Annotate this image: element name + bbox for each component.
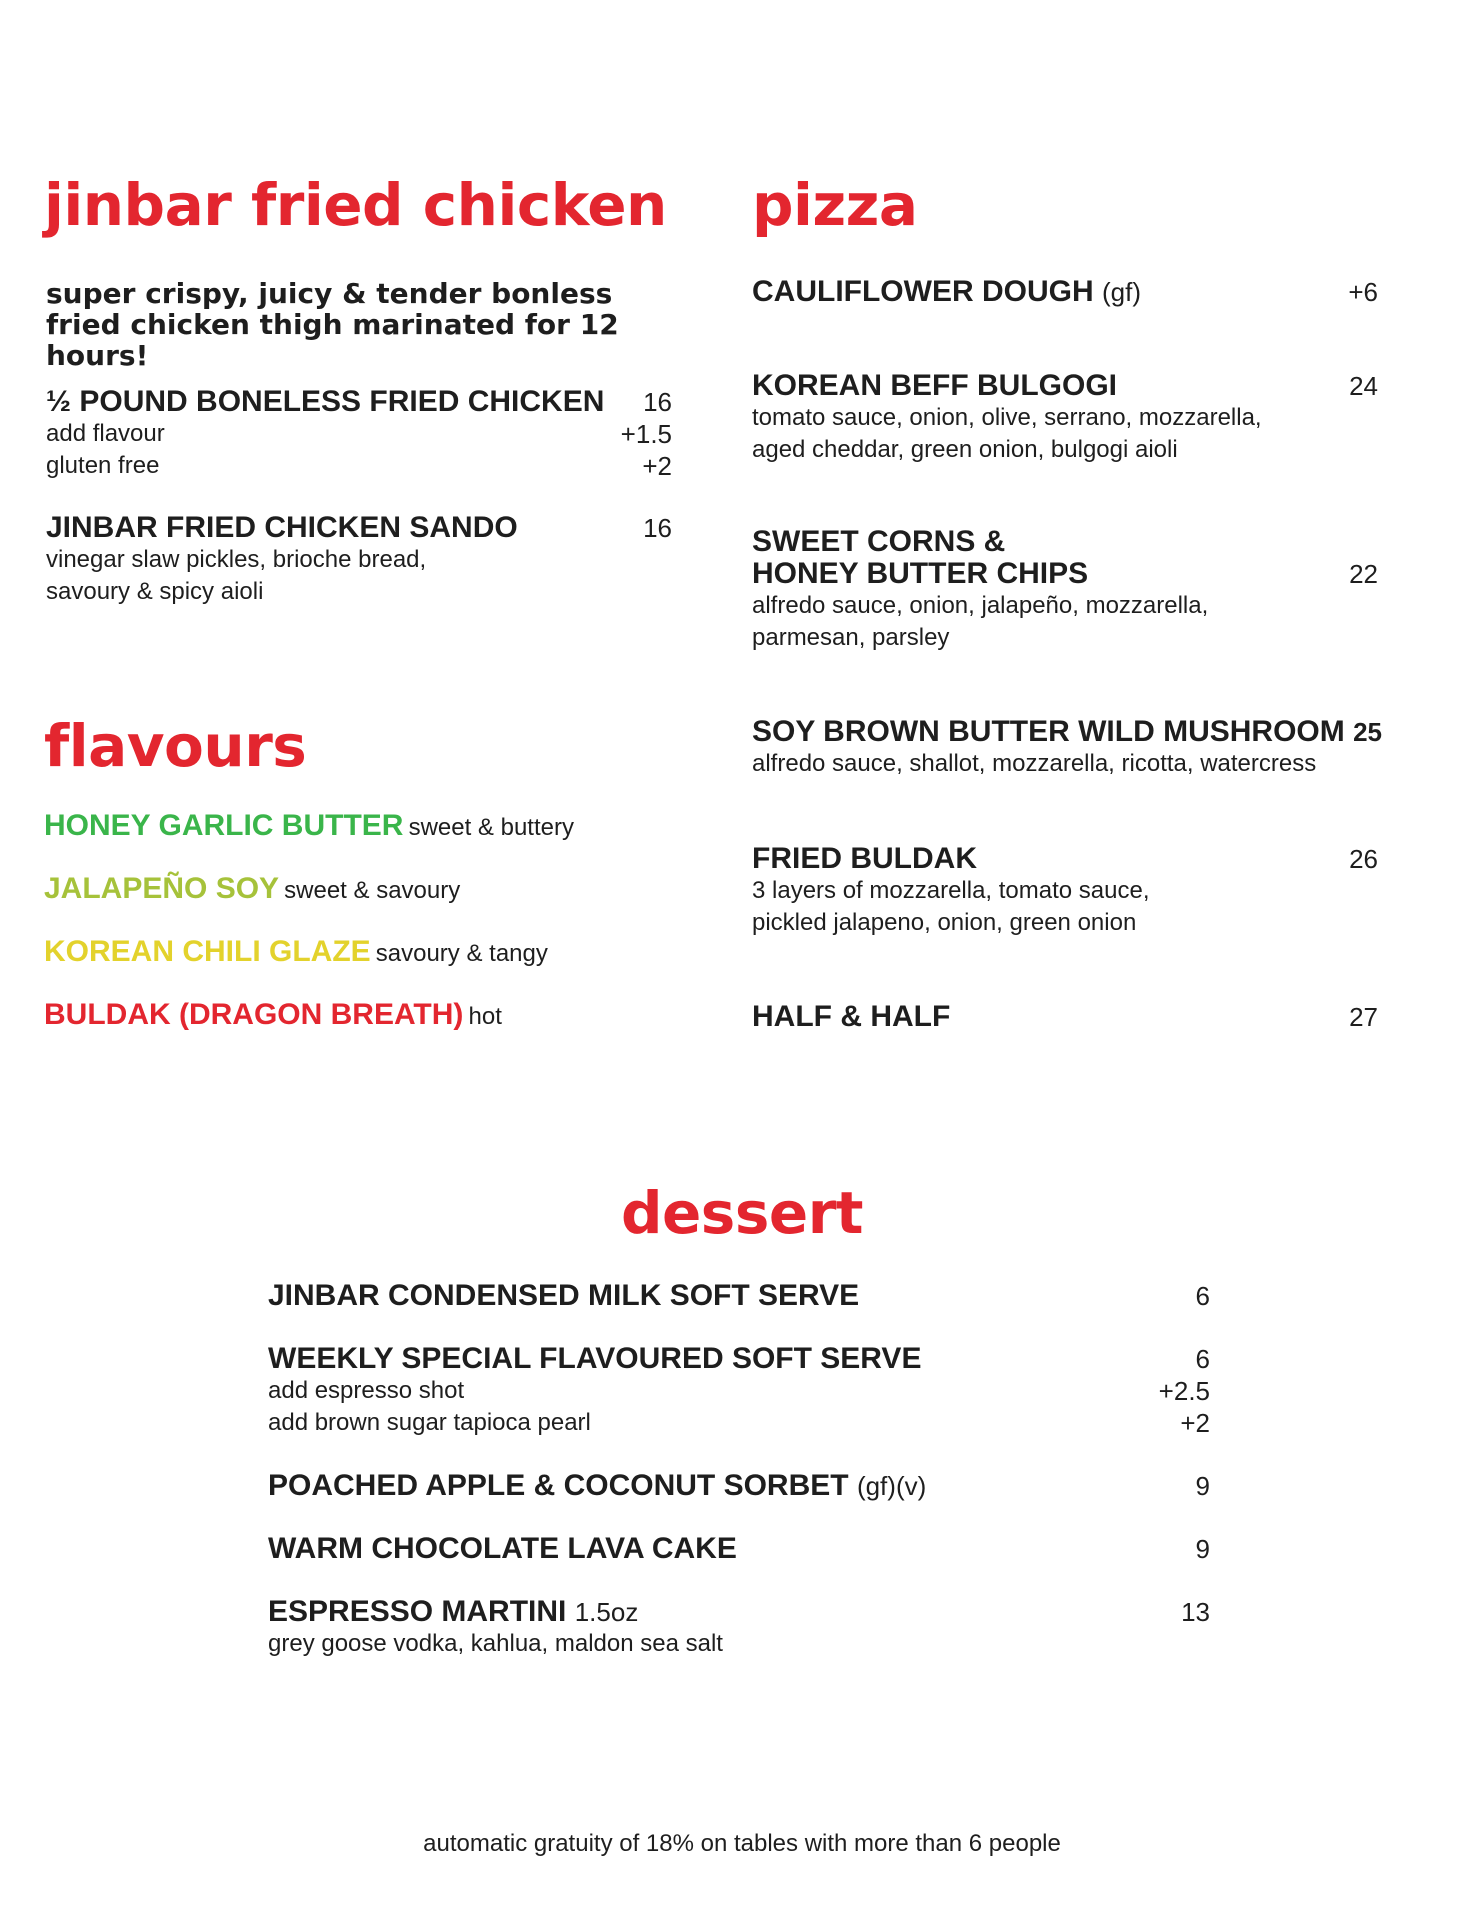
item-name-text: CAULIFLOWER DOUGH [752,275,1094,308]
item-name [752,276,1378,308]
item-price: 9 [1195,1471,1210,1501]
flavours-heading: flavours [44,712,307,780]
item-name [752,716,1402,748]
item-name: ½ POUND BONELESS FRIED CHICKEN [46,385,605,418]
flavour-note: sweet & buttery [408,814,574,841]
item-suffix: 1.5oz [574,1597,639,1627]
chicken-heading: jinbar fried chicken [44,171,667,239]
option-price: +2 [1180,1408,1210,1438]
item-name-text: SOY BROWN BUTTER WILD MUSHROOM [752,715,1345,748]
option-price: +1.5 [620,419,672,449]
menu-item [268,1280,1210,1312]
option-label: gluten free [46,452,160,479]
item-price: 9 [1195,1534,1210,1564]
option-price: +2.5 [1158,1376,1210,1406]
item-price: 26 [1349,844,1378,874]
item-description: alfredo sauce, shallot, mozzarella, ricotta, watercress [752,750,1317,777]
item-price: +6 [1348,277,1378,307]
item-price: 16 [643,387,672,417]
item-name: JINBAR FRIED CHICKEN SANDO [46,511,518,544]
menu-item [268,1533,1210,1565]
item-description: grey goose vodka, kahlua, maldon sea salt [268,1630,723,1657]
flavour-item [44,809,574,843]
item-description: aged cheddar, green onion, bulgogi aioli [752,436,1178,463]
option-price: +2 [642,451,672,481]
item-price: 22 [1349,559,1378,589]
flavour-item [44,872,460,906]
item-name: FRIED BULDAK [752,842,977,875]
item-description: vinegar slaw pickles, brioche bread, [46,546,427,573]
item-name: SWEET CORNS & [752,525,1006,558]
item-name: WARM CHOCOLATE LAVA CAKE [268,1532,737,1565]
chicken-intro: super crispy, juicy & tender bonless fried chicken thigh marinated for 12 hours! [46,277,619,372]
item-description: parmesan, parsley [752,624,950,651]
item-name: HALF & HALF [752,1000,951,1033]
flavour-name: KOREAN CHILI GLAZE [44,935,371,968]
menu-item [752,843,1378,939]
item-name: WEEKLY SPECIAL FLAVOURED SOFT SERVE [268,1342,922,1375]
option-label: add flavour [46,420,165,447]
item-price: 25 [1353,717,1383,747]
menu-item [268,1596,1210,1660]
menu-item [752,276,1378,308]
gratuity-note: automatic gratuity of 18% on tables with more than 6 people [423,1830,1061,1857]
flavour-name: BULDAK (DRAGON BREATH) [44,998,464,1031]
option-label: add espresso shot [268,1377,465,1404]
item-description: pickled jalapeno, onion, green onion [752,909,1137,936]
menu-item [752,716,1402,780]
item-price: 6 [1195,1344,1210,1374]
item-price: 16 [643,513,672,543]
item-price: 6 [1195,1281,1210,1311]
item-name: JINBAR CONDENSED MILK SOFT SERVE [268,1279,860,1312]
flavour-note: sweet & savoury [284,877,461,904]
item-description: 3 layers of mozzarella, tomato sauce, [752,877,1150,904]
item-name [268,1470,1210,1502]
menu-item [752,1001,1378,1033]
item-name-text: ESPRESSO MARTINI [268,1595,567,1628]
item-description: savoury & spicy aioli [46,578,264,605]
item-name: KOREAN BEFF BULGOGI [752,369,1117,402]
item-price: 13 [1181,1597,1210,1627]
flavour-item [44,935,548,969]
flavour-item [44,998,502,1032]
item-name: HONEY BUTTER CHIPS [752,557,1089,590]
item-price: 24 [1349,371,1378,401]
item-price: 27 [1349,1002,1378,1032]
menu-item [46,386,672,482]
menu-item [752,526,1378,654]
option-label: add brown sugar tapioca pearl [268,1409,591,1436]
menu-item [268,1470,1210,1502]
menu-item [268,1343,1210,1439]
item-name [268,1596,1210,1628]
flavour-name: HONEY GARLIC BUTTER [44,809,404,842]
flavour-note: hot [468,1003,502,1030]
item-suffix: (gf)(v) [856,1471,927,1501]
menu-item [752,370,1378,466]
item-name-text: POACHED APPLE & COCONUT SORBET [268,1469,849,1502]
flavour-note: savoury & tangy [375,940,548,967]
flavour-name: JALAPEÑO SOY [44,872,280,905]
item-description: tomato sauce, onion, olive, serrano, mozzarella, [752,404,1262,431]
menu-item [46,512,672,608]
dessert-heading: dessert [620,1179,864,1247]
item-suffix: (gf) [1101,277,1141,307]
pizza-heading: pizza [752,171,918,239]
item-description: alfredo sauce, onion, jalapeño, mozzarella, [752,592,1209,619]
